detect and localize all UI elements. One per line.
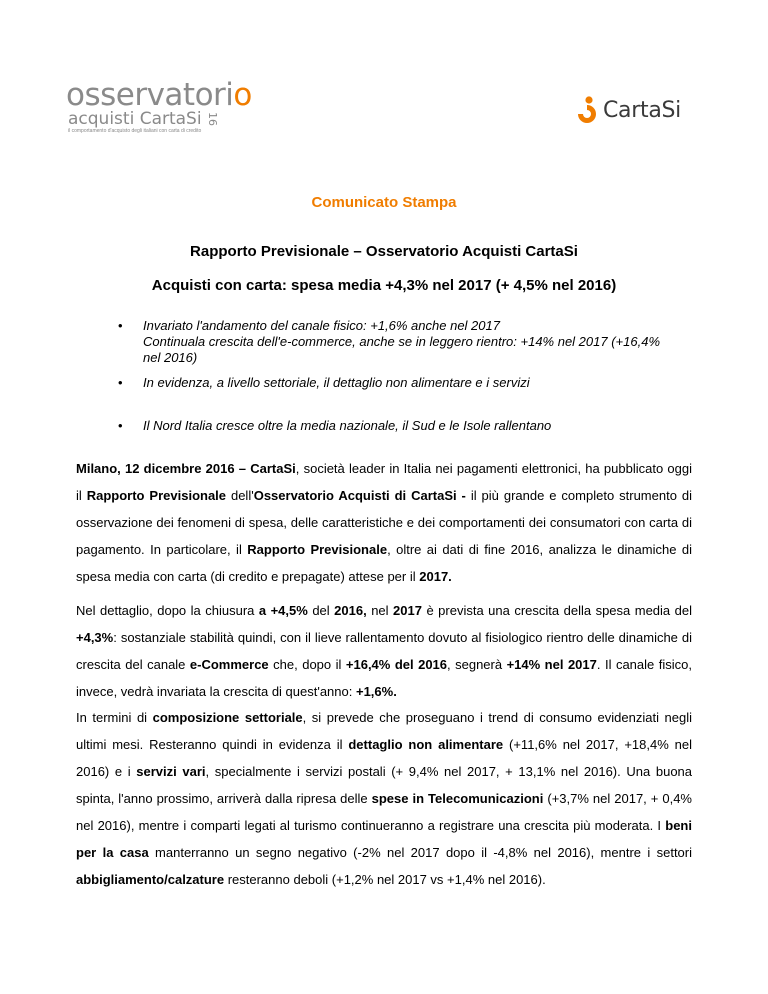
logo-number: 16 — [205, 112, 219, 126]
paragraph-settoriale: In termini di composizione settoriale, si prevede che proseguano i trend di consumo evidenziati negli ultimi mesi. Resteranno quindi in evidenza il dettaglio non alimentare (+11,6% nel 2017, +18,4% nel 2016) e i servizi vari, specialmente i servizi postali (+ 9,4% nel 2017, + 13,1% nel 2016). Una buona spinta, l'anno prossimo, arriverà dalla ripresa delle spese in Telecomunicazioni (+3,7% nel 2017, + 0,4% nel 2016), mentre i comparti legati al turismo continueranno a registrare una crescita più moderata. I beni per la casa manterranno un segno negativo (-2% nel 2017 dopo il -4,8% nel 2016), mentre i settori abbigliamento/calzature resteranno deboli (+1,2% nel 2017 vs +1,4% nel 2016). — [76, 710, 693, 887]
logo-tagline: il comportamento d'acquisto degli italiani con carta di credito — [68, 128, 202, 134]
paragraph-dettaglio: Nel dettaglio, dopo la chiusura a +4,5% del 2016, nel 2017 è prevista una crescita della spesa media del +4,3%: sostanziale stabilità quindi, con il lieve rallentamento dovuto al fisiologico rientro delle dinamiche di crescita del canale e-Commerce che, dopo il +16,4% del 2016, segnerà +14% nel 2017. Il canale fisico, invece, vedrà invariata la crescita di quest'anno: +1,6%. — [76, 603, 692, 699]
logo-line2: acquisti CartaSi 16 — [68, 109, 219, 129]
subtitle-rapporto: Rapporto Previsionale – Osservatorio Acquisti CartaSi — [190, 243, 578, 260]
highlights-list — [118, 318, 663, 434]
bullet-text: Il Nord Italia cresce oltre la media nazionale, il Sud e le Isole rallentano — [143, 418, 552, 433]
bullet-line: Invariato l'andamento del canale fisico: +1,6% anche nel 2017 — [143, 318, 500, 333]
paragraph-intro: Milano, 12 dicembre 2016 – CartaSi, società leader in Italia nei pagamenti elettronici, ha pubblicato oggi il Rapporto Previsionale dell'Osservatorio Acquisti di CartaSi - il più grande e completo strumento di osservazione dei fenomeni di spesa, delle caratteristiche e dei comportamenti dei consumatori con carta di pagamento. In particolare, il Rapporto Previsionale, oltre ai dati di fine 2016, analizza le dinamiche di spesa media con carta (di credito e prepagate) attese per il 2017. — [76, 461, 692, 584]
cartasi-mark-icon — [575, 95, 599, 125]
bullet-line: Continuala crescita dell'e-commerce, anche se in leggero rientro: +14% nel 2017 (+16,4% nel 2016) — [143, 334, 660, 365]
list-item — [118, 318, 663, 365]
page-title: Comunicato Stampa — [311, 194, 457, 211]
cartasi-brand: CartaSi — [603, 97, 681, 123]
subtitle-acquisti: Acquisti con carta: spesa media +4,3% nel 2017 (+ 4,5% nel 2016) — [151, 277, 617, 294]
list-item — [118, 375, 663, 391]
bullet-icon: • — [118, 375, 123, 390]
bullet-icon: • — [118, 318, 123, 333]
logo-line1: osservatorio — [66, 77, 252, 113]
list-item — [118, 418, 663, 434]
bullet-text: In evidenza, a livello settoriale, il dettaglio non alimentare e i servizi — [143, 375, 530, 390]
bullet-icon: • — [118, 418, 123, 433]
osservatorio-logo — [66, 77, 252, 134]
cartasi-logo — [575, 95, 681, 125]
